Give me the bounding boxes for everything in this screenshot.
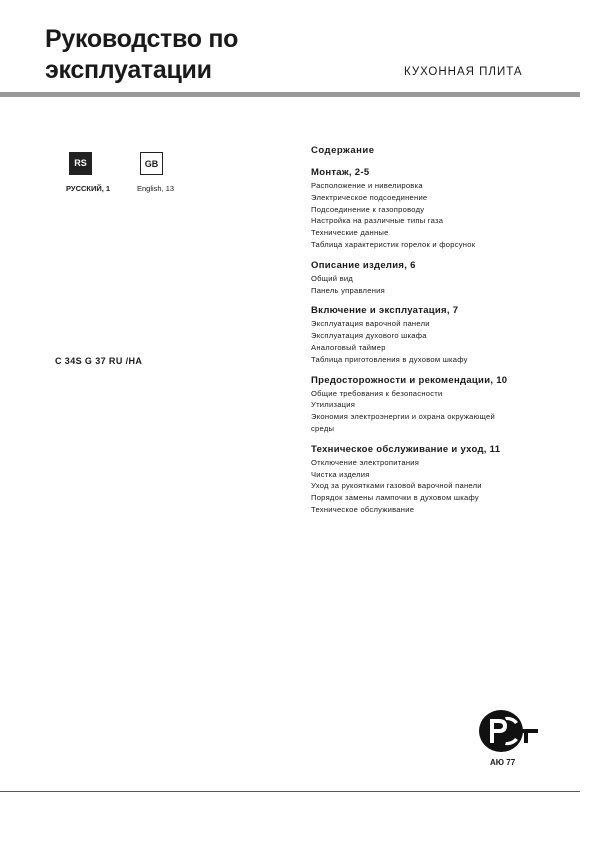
language-badge-gb[interactable]: GB: [140, 152, 163, 175]
page-title: [45, 24, 238, 86]
toc-item: Расположение и нивелировка: [311, 181, 423, 190]
page-title-line-2: эксплуатации: [45, 56, 212, 84]
certification-code: АЮ 77: [490, 758, 516, 767]
toc-section-title: Описание изделия, 6: [311, 259, 416, 271]
toc-item: Техническое обслуживание: [311, 504, 415, 514]
toc-section-precautions: [311, 375, 571, 435]
toc-section-description: [311, 260, 571, 297]
toc-section-title: Монтаж, 2-5: [311, 167, 370, 178]
toc-item: Уход за рукоятками газовой варочной панели: [311, 481, 482, 491]
toc-item: среды: [311, 423, 335, 433]
header-divider: [0, 92, 580, 97]
toc-item: Таблица характеристик горелок и форсунок: [311, 239, 476, 249]
toc-item: Панель управления: [311, 285, 386, 295]
toc-section-title: Включение и эксплуатация, 7: [311, 305, 459, 317]
toc-item: Аналоговый таймер: [311, 342, 386, 352]
toc-item: Общий вид: [311, 273, 354, 283]
toc-item: Электрическое подсоединение: [311, 192, 428, 202]
toc-item: Общие требования к безопасности: [311, 388, 443, 398]
footer-divider: [0, 791, 580, 792]
toc-item: Экономия электроэнергии и охрана окружающей: [311, 412, 495, 422]
toc-item: Чистка изделия: [311, 469, 370, 479]
language-label-english: English, 13: [137, 184, 175, 193]
toc-section-title: Техническое обслуживание и уход, 11: [311, 443, 501, 455]
toc-section-title: Предосторожности и рекомендации, 10: [311, 374, 508, 386]
toc-item: Подсоединение к газопроводу: [311, 204, 425, 214]
language-badge-rs[interactable]: RS: [69, 152, 92, 175]
table-of-contents: [311, 145, 571, 525]
toc-item: Утилизация: [311, 400, 356, 410]
toc-heading: Содержание: [311, 145, 375, 156]
toc-item: Технические данные: [311, 228, 389, 238]
toc-section-installation: [311, 167, 571, 251]
language-label-russian: РУССКИЙ, 1: [66, 184, 111, 193]
toc-section-maintenance: [311, 444, 571, 516]
pct-certification-mark-icon: [478, 708, 540, 754]
toc-item: Таблица приготовления в духовом шкафу: [311, 354, 468, 364]
product-type-label: КУХОННАЯ ПЛИТА: [404, 66, 523, 78]
toc-item: Эксплуатация варочной панели: [311, 319, 430, 329]
toc-item: Порядок замены лампочки в духовом шкафу: [311, 493, 479, 503]
toc-section-operation: [311, 305, 571, 365]
page-title-line-1: Руководство по: [45, 25, 239, 53]
toc-item: Эксплуатация духового шкафа: [311, 331, 427, 341]
toc-item: Настройка на различные типы газа: [311, 216, 444, 226]
toc-item: Отключение электропитания: [311, 457, 420, 467]
model-number: C 34S G 37 RU /HA: [55, 356, 143, 366]
